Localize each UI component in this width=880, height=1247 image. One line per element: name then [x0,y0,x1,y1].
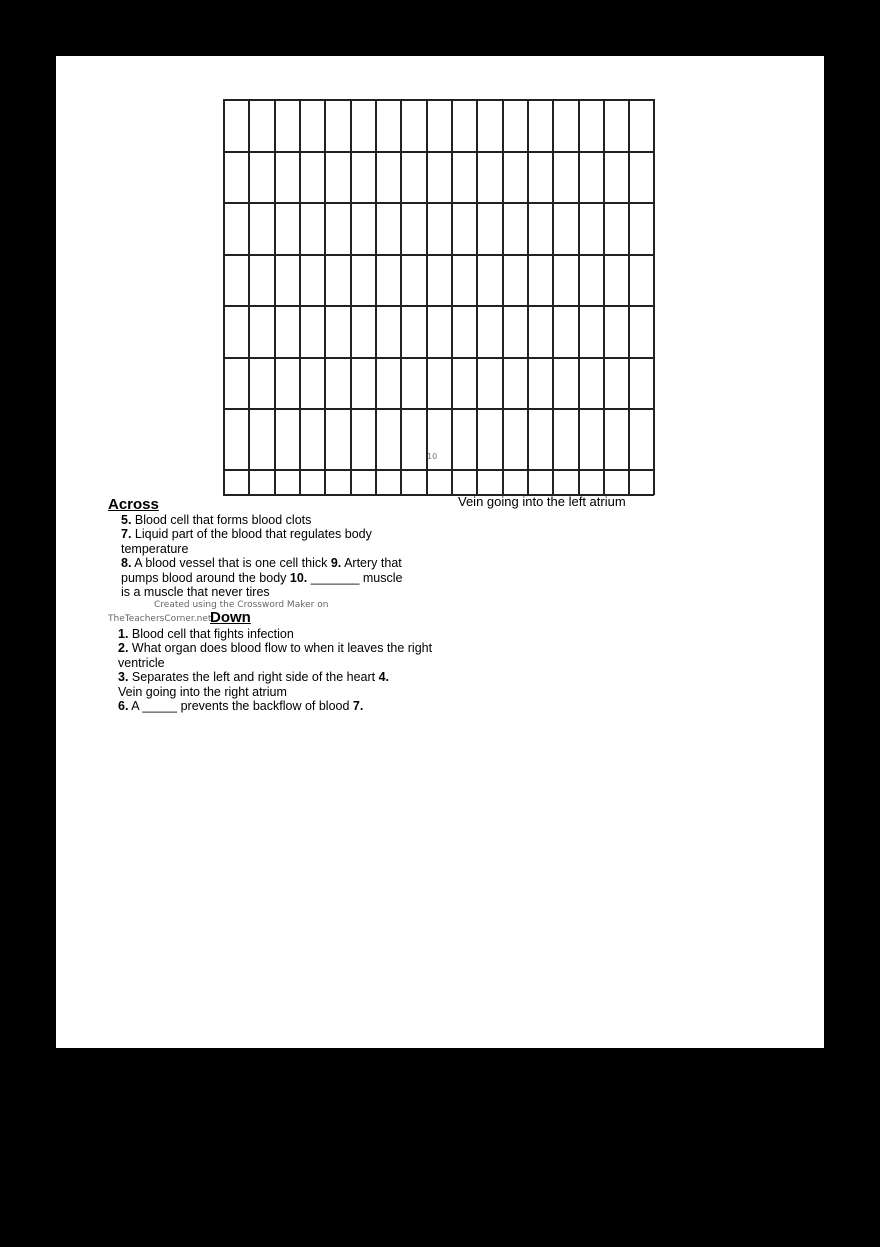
credit-line-2: TheTeachersCorner.net [108,614,212,624]
grid-column-line [274,99,276,495]
clue-line [121,585,270,600]
clue-number: 7. [352,699,364,713]
grid-column-line [476,99,478,495]
clue-number: 7. [121,527,132,542]
clue-number: 9. [330,556,342,571]
grid-row-line [223,254,654,256]
clue-line [121,513,311,528]
grid-row-line [223,357,654,359]
floating-clue: Vein going into the left atrium [458,494,626,509]
clue-text: What organ does blood flow to when it leaves the right [128,641,433,656]
clue-number: 10. [289,570,308,585]
grid-column-line [628,99,630,495]
clue-number: 2. [118,641,129,656]
clue-line [121,527,372,542]
grid-row-line [223,202,654,204]
clue-line [121,556,402,571]
grid-column-line [603,99,605,495]
grid-column-line [223,99,225,495]
clue-number: 5. [121,513,132,527]
grid-column-line [426,99,428,495]
grid-column-line [653,99,655,495]
clue-line [118,641,432,656]
clue-line [118,699,363,714]
grid-row-line [223,151,654,153]
grid-row-line [223,99,654,101]
down-heading: Down [210,609,251,626]
grid-column-line [552,99,554,495]
grid-column-line [350,99,352,495]
grid-column-line [578,99,580,495]
clue-number: 4. [378,670,390,685]
clue-text: Blood cell that fights infection [128,627,294,641]
clue-text: Vein going into the right atrium [118,684,287,699]
grid-row-line [223,305,654,307]
grid-column-line [400,99,402,495]
grid-column-line [451,99,453,495]
crossword-grid[interactable] [223,99,654,495]
across-heading: Across [108,496,159,513]
cell-number: 10 [427,452,438,461]
grid-column-line [527,99,529,495]
clue-line [118,685,287,700]
clue-line [118,656,165,671]
clue-number: 3. [118,670,129,685]
clue-text: Blood cell that forms blood clots [131,513,312,527]
grid-column-line [248,99,250,495]
clue-line [118,627,294,642]
clue-text: A _____ prevents the backflow of blood [128,699,353,713]
clue-text: pumps blood around the body [121,570,290,585]
clue-line [121,571,402,586]
clue-text: Artery that [341,556,402,571]
grid-column-line [375,99,377,495]
grid-column-line [324,99,326,495]
clue-text: A blood vessel that is one cell thick [131,556,331,571]
clue-text: is a muscle that never tires [121,585,270,599]
credit-line-1: Created using the Crossword Maker on [154,600,329,610]
clue-line [118,670,389,685]
clue-text: Liquid part of the blood that regulates body [131,527,372,542]
clue-number: 8. [121,556,132,571]
clue-text: Separates the left and right side of the heart [128,670,379,685]
clue-line [121,542,188,557]
clue-text: ventricle [118,655,165,670]
clue-text: _______ muscle [307,570,403,585]
grid-row-line [223,408,654,410]
grid-column-line [299,99,301,495]
clue-text: temperature [121,541,189,556]
grid-column-line [502,99,504,495]
grid-row-line [223,469,654,471]
clue-number: 6. [118,699,129,713]
clue-number: 1. [118,627,129,641]
